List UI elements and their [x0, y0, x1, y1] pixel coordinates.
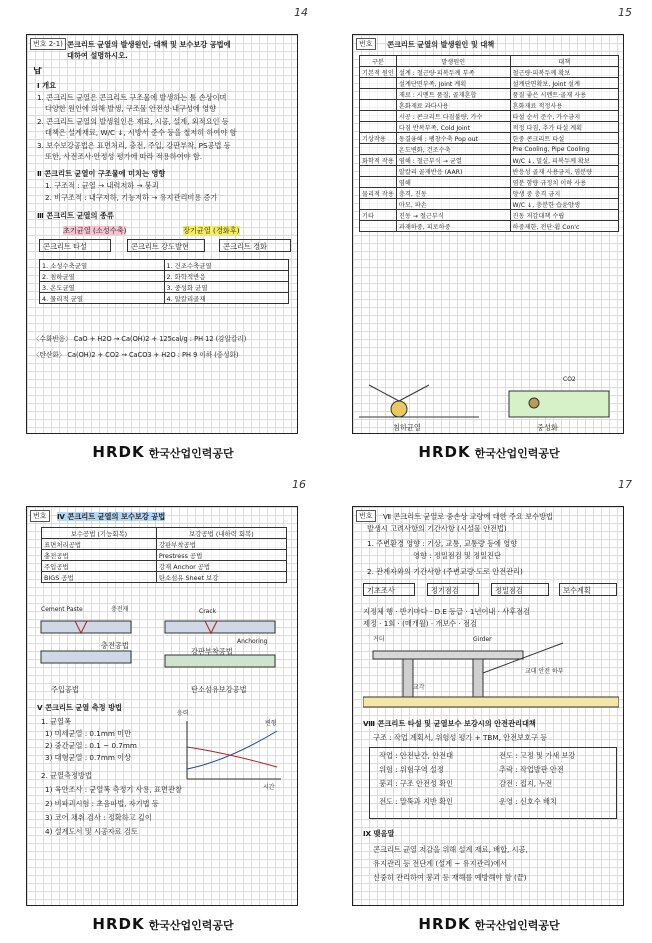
- graph-label: 시간: [263, 784, 275, 791]
- flow-box: 보수계획: [559, 583, 617, 596]
- answer-label: 답: [33, 67, 42, 76]
- text-line: 2. 콘크리트 균열의 발생원인은 재료, 시공, 설계, 외적요인 등: [37, 117, 229, 126]
- note-sheet: [26, 34, 298, 434]
- page-number: 14: [294, 6, 308, 19]
- section-heading: Ⅲ 콘크리트 균열의 종류: [37, 211, 114, 220]
- section-heading: Ⅴ 콘크리트 균열 측정 방법: [37, 703, 123, 712]
- sketch-label: 충전공법: [101, 641, 129, 650]
- text-line: 지정체 행 · 반기마다 · D.E 등급 · 1년이내 · 사후점검: [363, 607, 530, 616]
- sketch-label: CO2: [563, 376, 576, 383]
- text-line: 또한, 사전조사·안정성 평가에 따라 적용하여야 함.: [45, 152, 203, 161]
- text-line: 1) 미세균열 : 0.1mm 미만: [45, 729, 132, 738]
- question-tag: 번호: [356, 38, 376, 50]
- section-heading: Ⅸ 맺음말: [363, 829, 395, 838]
- question-tag: 번호: [30, 510, 50, 522]
- formula: 〈수화반응〉 CaO + H2O → Ca(OH)2 + 125cal/g : PH 12 (강알칼리): [33, 335, 247, 343]
- repair-table: [41, 527, 287, 583]
- sketch-label: Crack: [199, 608, 217, 615]
- section-heading: Ⅱ 콘크리트 균열이 구조물에 미치는 영향: [37, 169, 166, 178]
- hrdk-logo: HRDK 한국산업인력공단: [92, 915, 234, 933]
- text-line: 3) 대형균열 : 0.7mm 이상: [45, 753, 132, 762]
- text-line: 2. 관계자와의 기간사항 (주변교량·도로 안전관리): [367, 567, 523, 576]
- text-line: 3. 보수보강공법은 표면처리, 충전, 주입, 강판부착, PS공법 등: [37, 141, 231, 150]
- table-row: 알칼리 골재반응 (AAR) 반응성 골재 사용금지, 염분량: [360, 166, 619, 177]
- table-row: 2. 침하균열 2. 화학적반응: [40, 271, 289, 282]
- sketch-label: 탄소섬유보강공법: [191, 685, 247, 694]
- table-row: 표면처리공법 강판부착공법: [42, 539, 287, 550]
- sketch-label: 강판부착공법: [191, 647, 233, 656]
- page-number: 15: [618, 6, 632, 19]
- note-sheet: [352, 506, 624, 906]
- text-line: 다양한 원인에 의해 발생, 구조물 안전성·내구성에 영향: [45, 104, 217, 113]
- question-line: 콘크리트 균열의 발생원인, 대책 및 보수보강 공법에: [67, 40, 231, 49]
- text-line: 2. 비구조적 : 내구저하, 기능저하 → 유지관리비용 증가: [45, 193, 218, 202]
- text-line: 추락 : 작업발판 안전: [499, 765, 564, 774]
- table-row: 마모, 파손 W/C ↓, 충분한 습윤양생: [360, 199, 619, 210]
- text-line: 위험 : 위험구역 설정: [379, 765, 444, 774]
- sketch-label: 침하균열: [393, 423, 421, 432]
- section-heading: Ⅳ 콘크리트 균열의 보수보강 공법: [57, 512, 166, 521]
- table-row: 3. 온도균열 3. 중성화 균열: [40, 282, 289, 293]
- flow-box: 정기점검: [427, 583, 479, 596]
- table-row: 설계단면부족, Joint 계획 설계단면확보, Joint 설계: [360, 78, 619, 89]
- sketch-label: 주입공법: [51, 685, 79, 694]
- flow-box: 콘크리트 경화: [219, 239, 291, 252]
- table-row: 물리적 작용 충격, 진동 양생 중 충격 금지: [360, 188, 619, 199]
- graph-label: 응력: [177, 710, 189, 717]
- text-line: 전도 : 말뚝과 지반 확인: [379, 797, 454, 806]
- text-line: 전도 : 고정 및 가새 보강: [499, 751, 576, 760]
- flow-box: 정밀점검: [491, 583, 549, 596]
- text-line: 3) 코어 채취 검사 : 정확하고 깊이: [45, 813, 152, 822]
- note-sheet: [26, 506, 298, 906]
- bridge-label: Girder: [473, 636, 492, 643]
- text-line: 1. 균열폭: [41, 717, 71, 726]
- page-14: [0, 0, 326, 471]
- text-line: 2) 중간균열 : 0.1 ~ 0.7mm: [45, 741, 137, 750]
- table-row: 주입공법 강재 Anchor 공법: [42, 561, 287, 572]
- text-line: 1. 구조적 : 균열 → 내력저하 → 붕괴: [45, 181, 159, 190]
- text-line: 제정 · 1회 · (매개월) · 개보수 · 점검: [363, 619, 477, 628]
- page-number: 17: [618, 478, 632, 491]
- text-line: 2) 비파괴시험 : 초음파법, 자기법 등: [45, 799, 159, 808]
- crack-sketch: [359, 371, 619, 431]
- text-line: 1) 육안조사 : 균열폭 측정기 사용, 표면관찰: [45, 785, 182, 794]
- bridge-label: 교각: [413, 684, 425, 691]
- bridge-label: 교대 안전 하부: [525, 668, 564, 675]
- crack-type-table: [39, 259, 289, 304]
- sketch-label: 충전재: [111, 606, 129, 613]
- text-line: 1. 콘크리트 균열은 콘크리트 구조물에 발생하는 틈 손상이며: [37, 93, 227, 102]
- hrdk-logo: HRDK 한국산업인력공단: [418, 915, 560, 933]
- text-line: 대책은 설계재료, W/C ↓, 시방서 준수 등을 철저히 하여야 함: [45, 128, 237, 137]
- question-line: 대하여 설명하시오.: [67, 51, 128, 60]
- text-line: 유지관리 등 전단계 (설계 ~ 유지관리)에서: [373, 859, 508, 868]
- text-line: 영향 : 정밀점검 및 정밀진단: [413, 551, 501, 560]
- table-row: 화학적 작용 염해 : 철근부식 → 균열 W/C ↓, 밀실, 피복두께 확보: [360, 155, 619, 166]
- table-row: 기본적 원인 설계 : 철근량·피복두께 부족 철근량·피복두께 확보: [360, 67, 619, 78]
- text-line: Ⅶ 콘크리트 균열로 중손상 교량에 대한 주요 보수방법: [383, 512, 553, 521]
- flow-box: 콘크리트 강도발현: [127, 239, 205, 252]
- page-title: 콘크리트 균열의 발생원인 및 대책: [387, 40, 495, 49]
- question-tag: 번호: [356, 510, 376, 522]
- hrdk-logo: HRDK 한국산업인력공단: [92, 443, 234, 461]
- text-line: 2. 균열측정방법: [41, 771, 92, 780]
- sketch-label: Cement Paste: [41, 606, 83, 613]
- flow-box: 콘크리트 타설: [39, 239, 111, 252]
- graph-label: 변형: [265, 720, 277, 727]
- question-tag: 번호 2-1): [30, 38, 66, 50]
- text-line: 운영 : 신호수 배치: [499, 797, 557, 806]
- text-line: 1. 주변환경 영향 : 기상, 교통, 교통량 등에 영향: [367, 539, 518, 548]
- flow-box: 기초조사: [363, 583, 415, 596]
- flow-label: 초기균열 (소성수축): [63, 226, 127, 235]
- flow-label: 장기균열 (경화후): [183, 226, 240, 235]
- page-17: [326, 472, 652, 943]
- table-header: 보수공법 (기능회복) 보강공법 (내하력 회복): [42, 528, 287, 539]
- page-16: [0, 472, 326, 943]
- hrdk-logo: HRDK 한국산업인력공단: [418, 443, 560, 461]
- table-row: 1. 소성수축균열 1. 건조수축균열: [40, 260, 289, 271]
- table-row: 과재하중, 피로하중 하중제한, 전단·휨 Con'c: [360, 221, 619, 232]
- bridge-label: 거더: [373, 636, 385, 643]
- page-15: [326, 0, 652, 471]
- table-row: 기상작용 동결융해 : 팽창수축 Pop out 한중 콘크리트 타설: [360, 133, 619, 144]
- text-line: 콘크리트 균열 저감을 위해 설계 재료, 배합, 시공,: [373, 845, 528, 854]
- table-row: 시공 : 콘크리트 다짐불량, 가수 타설 순서 준수, 가수금지: [360, 111, 619, 122]
- text-line: 4) 설계도서 및 시공자료 검토: [45, 827, 138, 836]
- text-line: 감전 : 접지, 누전: [499, 779, 553, 788]
- formula: 〈탄산화〉 Ca(OH)2 + CO2 → CaCO3 + H2O : PH 9 이하 (중성화): [33, 351, 239, 359]
- table-row: 재료 : 시멘트 품질, 골재혼합 품질 좋은 시멘트·골재 사용: [360, 89, 619, 100]
- text-line: 붕괴 : 구조 안전성 확인: [379, 779, 454, 788]
- cause-table: [359, 55, 619, 232]
- table-row: 온도변화, 건조수축 Pre Cooling, Pipe Cooling: [360, 144, 619, 155]
- table-header: 구분 발생원인 대책: [360, 56, 619, 67]
- section-heading: Ⅷ 콘크리트 타설 및 균열보수 보강시의 안전관리대책: [363, 719, 536, 728]
- table-row: 4. 물리적 균열 4. 알칼리골재: [40, 293, 289, 304]
- table-row: 다짐 반복부족, Cold Joint 적정 다짐, 추가 타설 계획: [360, 122, 619, 133]
- text-line: 작업 : 안전난간, 안전대: [379, 751, 454, 760]
- table-row: BIGS 공법 탄소섬유 Sheet 보강: [42, 572, 287, 583]
- bridge-sketch: [363, 633, 619, 713]
- sketch-label: Anchoring: [237, 638, 268, 645]
- table-row: 충전공법 Prestress 공법: [42, 550, 287, 561]
- table-row: 기타 진동 → 철근부식 진동 저감대책 수립: [360, 210, 619, 221]
- text-line: 신중히 관리하여 붕괴 등 재해를 예방해야 함 (끝): [373, 873, 527, 882]
- sketch-label: 중성화: [537, 423, 558, 432]
- text-line: 구조 : 작업 계획서, 위험성 평가 + TBM, 안전보호구 등: [373, 733, 548, 742]
- section-heading: Ⅰ 개요: [37, 81, 57, 90]
- table-row: 혼화재료 과다사용 혼화재료 적정사용: [360, 100, 619, 111]
- note-sheet: [352, 34, 624, 434]
- text-line: 발생시 고려사항의 기간사항 (시설물 안전법): [367, 524, 507, 533]
- page-number: 16: [292, 478, 306, 491]
- table-row: 염해 염분 함량 규정치 이하 사용: [360, 177, 619, 188]
